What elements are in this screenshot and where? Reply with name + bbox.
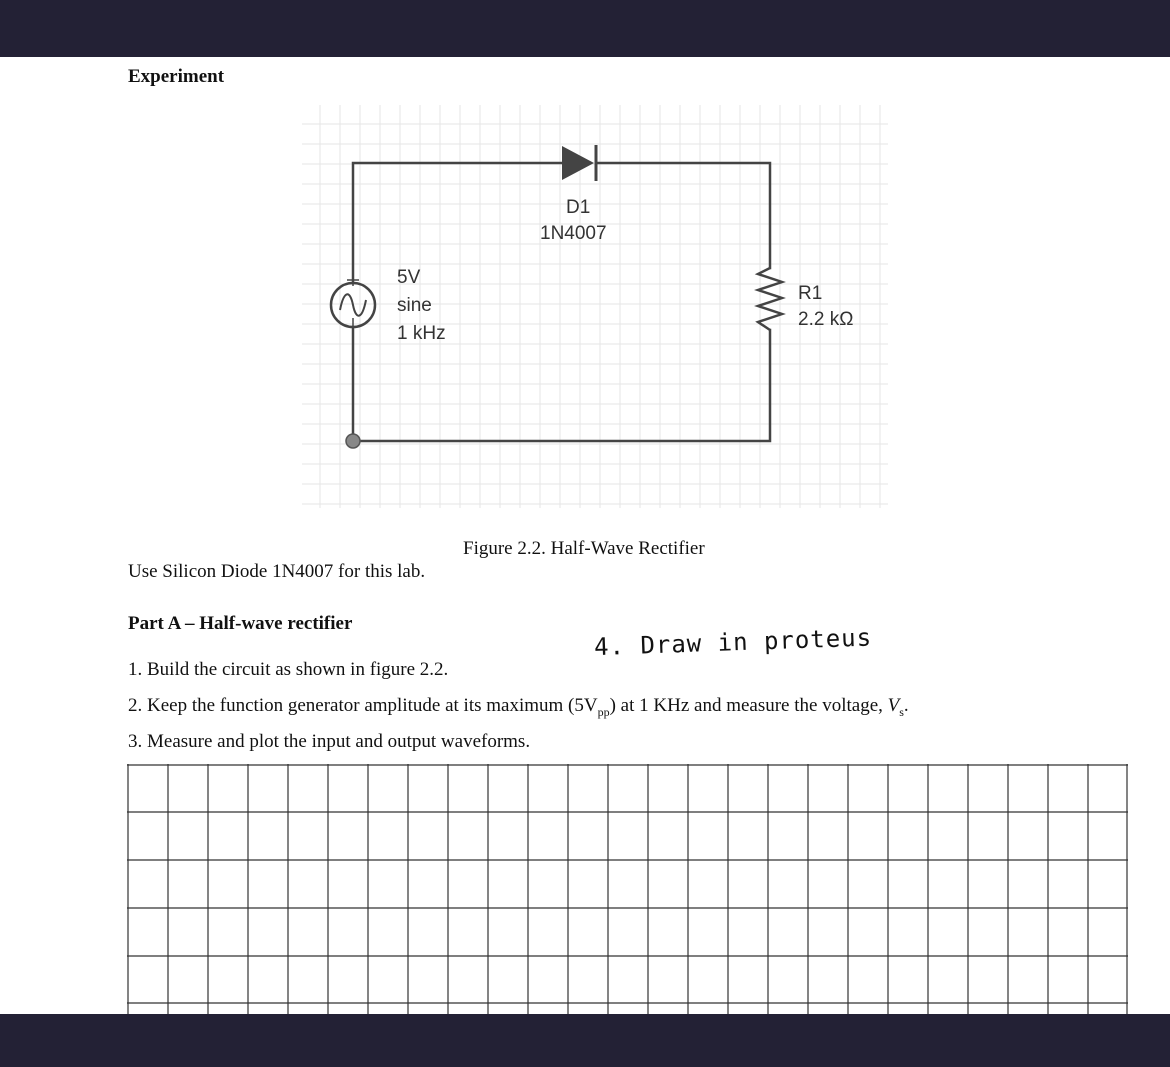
diode-part-label: 1N4007	[540, 223, 607, 244]
half-wave-rectifier-circuit-diagram	[300, 100, 890, 510]
source-amplitude-label: 5V	[397, 267, 421, 288]
step-2-text-b: ) at 1 KHz and measure the voltage,	[609, 695, 888, 716]
step-2-variable: V	[887, 695, 900, 716]
waveform-plot-grid	[127, 764, 1128, 1016]
section-title: Experiment	[128, 66, 225, 87]
step-2-variable-subscript: s	[899, 704, 904, 719]
step-3: 3. Measure and plot the input and output waveforms.	[128, 731, 531, 752]
resistor-label: R1	[798, 283, 823, 304]
source-waveform-label: sine	[397, 295, 432, 316]
step-1: 1. Build the circuit as shown in figure 2.2.	[128, 659, 449, 680]
part-a-title: Part A – Half-wave rectifier	[128, 613, 353, 634]
handwritten-note-text: 4. Draw in proteus	[593, 623, 873, 662]
handwritten-note	[592, 612, 904, 662]
diode-symbol	[562, 145, 596, 181]
resistor-value-label: 2.2 kΩ	[798, 309, 854, 330]
figure-caption: Figure 2.2. Half-Wave Rectifier	[463, 538, 705, 559]
resistor-symbol	[758, 268, 782, 330]
source-frequency-label: 1 kHz	[397, 323, 446, 344]
bottom-dark-bar	[0, 1014, 1170, 1067]
diode-label: D1	[566, 197, 591, 218]
diode-note: Use Silicon Diode 1N4007 for this lab.	[128, 561, 426, 582]
step-2-subscript-pp: pp	[597, 704, 610, 719]
step-2-text-a: 2. Keep the function generator amplitude at its maximum (5V	[128, 695, 598, 716]
step-2	[128, 695, 909, 723]
step-2-end: .	[903, 695, 909, 716]
top-dark-bar	[0, 0, 1170, 57]
ac-source-symbol	[331, 274, 375, 328]
ground-node	[346, 434, 360, 448]
